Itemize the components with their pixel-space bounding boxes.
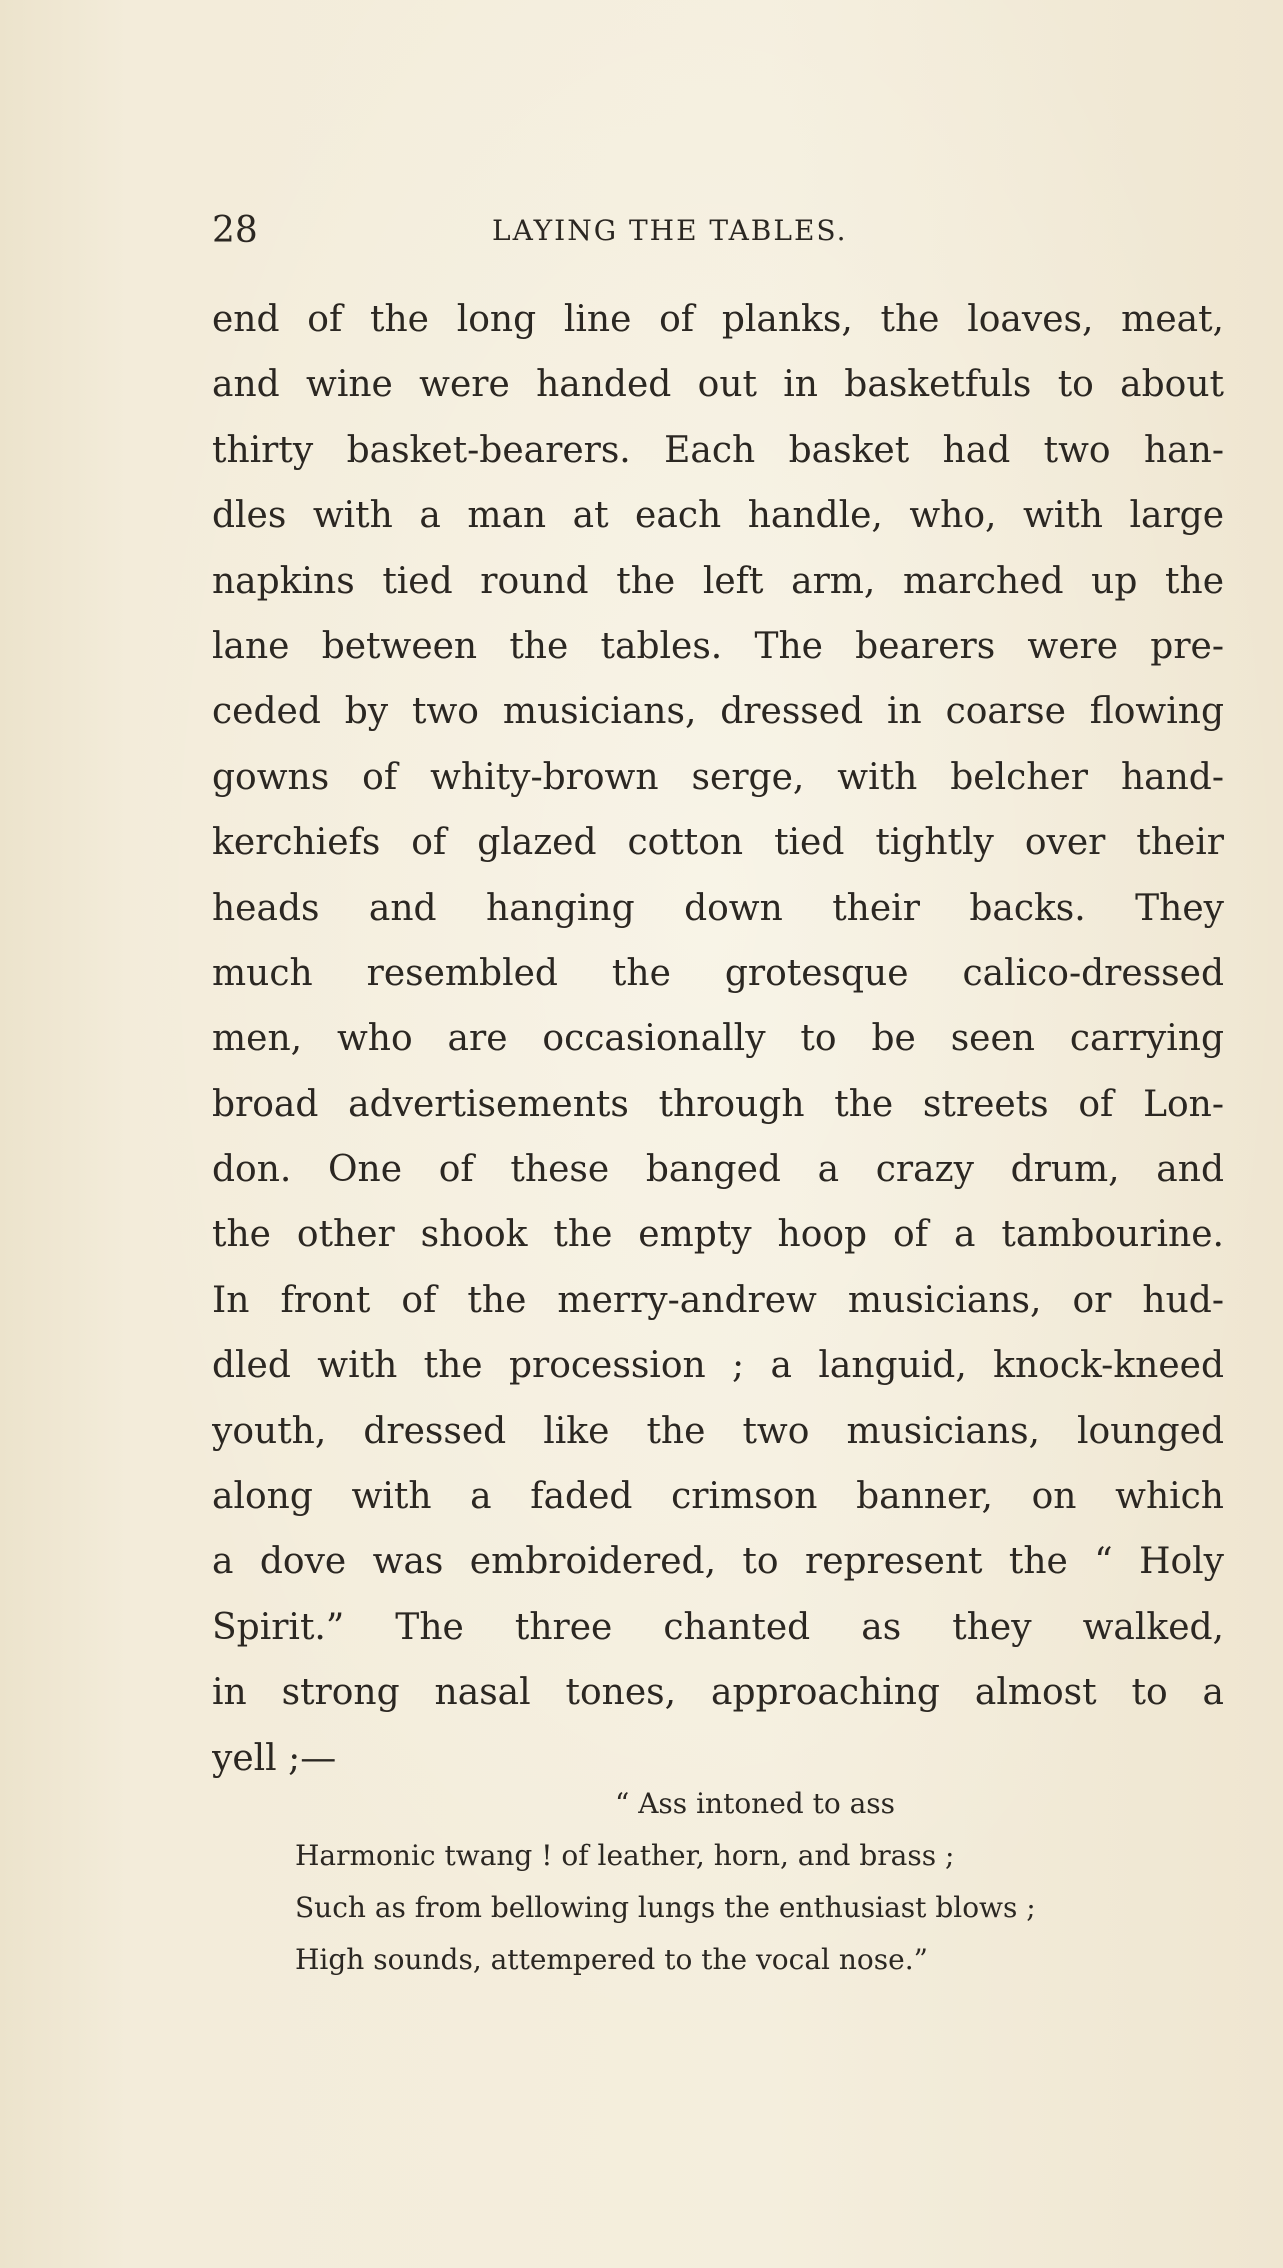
- verse-line: Such as from bellowing lungs the enthusiast blows ;: [295, 1891, 1036, 1924]
- text-line: and wine were handed out in basketfuls to about: [212, 364, 1224, 406]
- text-line: kerchiefs of glazed cotton tied tightly over their: [212, 822, 1224, 864]
- text-line: end of the long line of planks, the loaves, meat,: [212, 299, 1224, 340]
- text-line: along with a faded crimson banner, on which: [212, 1476, 1224, 1518]
- text-line: heads and hanging down their backs. They: [212, 887, 1224, 929]
- page-number: 28: [212, 210, 258, 251]
- text-line: much resembled the grotesque calico-dressed: [212, 952, 1224, 994]
- running-head: LAYING THE TABLES.: [492, 214, 848, 247]
- text-line: dled with the procession ; a languid, knock-kneed: [212, 1345, 1224, 1387]
- text-line: yell ;—: [212, 1737, 337, 1779]
- verse-line: Harmonic twang ! of leather, horn, and brass ;: [295, 1839, 955, 1872]
- text-line: lane between the tables. The bearers were pre-: [212, 625, 1224, 667]
- verse-line: High sounds, attempered to the vocal nose.”: [295, 1943, 928, 1976]
- text-line: a dove was embroidered, to represent the “ Holy: [212, 1541, 1224, 1583]
- text-line: youth, dressed like the two musicians, lounged: [212, 1410, 1224, 1452]
- text-line: the other shook the empty hoop of a tambourine.: [212, 1214, 1224, 1256]
- text-line: thirty basket-bearers. Each basket had two han-: [212, 429, 1224, 471]
- text-line: gowns of whity-brown serge, with belcher hand-: [212, 756, 1224, 798]
- text-line: Spirit.” The three chanted as they walked,: [212, 1606, 1224, 1648]
- verse-line: “ Ass intoned to ass: [615, 1787, 896, 1820]
- verse-quotation: [295, 1778, 1165, 1986]
- text-line: broad advertisements through the streets of Lon-: [212, 1083, 1224, 1125]
- text-line: dles with a man at each handle, who, with large: [212, 495, 1224, 537]
- text-line: in strong nasal tones, approaching almost to a: [212, 1672, 1224, 1714]
- page-header: [212, 206, 1224, 256]
- text-line: ceded by two musicians, dressed in coarse flowing: [212, 691, 1224, 733]
- body-paragraph: [212, 290, 1224, 1794]
- text-line: In front of the merry-andrew musicians, or hud-: [212, 1279, 1224, 1321]
- text-line: men, who are occasionally to be seen carrying: [212, 1018, 1224, 1060]
- text-line: don. One of these banged a crazy drum, and: [212, 1149, 1224, 1191]
- text-line: napkins tied round the left arm, marched up the: [212, 560, 1224, 602]
